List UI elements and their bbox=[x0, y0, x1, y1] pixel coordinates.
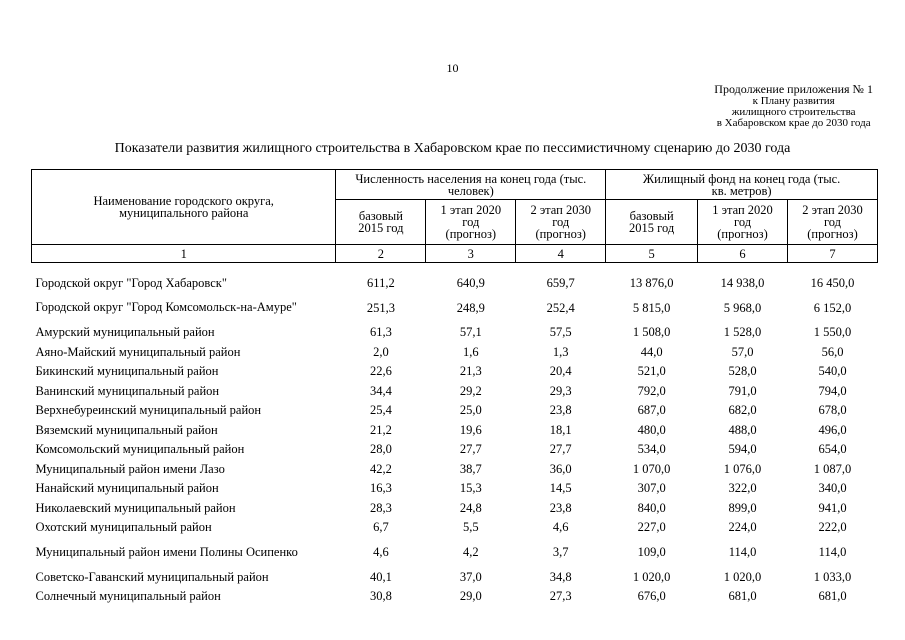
row-value-col-5: 44,0 bbox=[640, 344, 663, 359]
row-value-col-6: 14 938,0 bbox=[720, 275, 765, 290]
sub-header-5: базовый 2015 год bbox=[606, 200, 698, 245]
row-value-col-2: 611,2 bbox=[367, 275, 395, 290]
row-value-col-6: 681,0 bbox=[728, 589, 757, 604]
sub-header-6: 1 этап 2020 год (прогноз) bbox=[698, 200, 788, 245]
row-value-col-4: 34,8 bbox=[549, 569, 572, 584]
row-value-col-3: 57,1 bbox=[459, 325, 482, 340]
table-row bbox=[32, 567, 878, 587]
row-name: Городской округ "Город Хабаровск" bbox=[35, 275, 227, 290]
row-value-col-4: 20,4 bbox=[549, 364, 572, 379]
row-value-col-2: 16,3 bbox=[369, 481, 392, 496]
table-row bbox=[32, 498, 878, 518]
table-row bbox=[32, 518, 878, 538]
row-value-col-4: 4,6 bbox=[552, 520, 569, 535]
header-population-label: Численность населения на конец года (тыс. человек) bbox=[355, 171, 587, 198]
row-value-col-6: 528,0 bbox=[728, 364, 757, 379]
sub-header-3: 1 этап 2020 год (прогноз) bbox=[426, 200, 516, 245]
row-name: Советско-Гаванский муниципальный район bbox=[35, 569, 269, 584]
row-value-col-3: 19,6 bbox=[459, 422, 482, 437]
row-value-col-2: 42,2 bbox=[369, 461, 392, 476]
page-number: 10 bbox=[446, 61, 459, 75]
row-value-col-7: 941,0 bbox=[818, 500, 847, 515]
appendix-line-2: к Плану развития bbox=[752, 95, 835, 107]
row-value-col-4: 3,7 bbox=[552, 545, 569, 559]
row-value-col-5: 534,0 bbox=[637, 442, 666, 457]
sub-header-4: 2 этап 2030 год (прогноз) bbox=[516, 200, 606, 245]
table-row bbox=[32, 440, 878, 460]
row-value-col-5: 687,0 bbox=[637, 403, 666, 418]
appendix-line-1: Продолжение приложения № 1 bbox=[714, 82, 873, 96]
row-name: Городской округ "Город Комсомольск-на-Амуре" bbox=[35, 300, 297, 314]
row-name: Бикинский муниципальный район bbox=[35, 364, 219, 379]
row-value-col-5: 227,0 bbox=[637, 520, 666, 535]
table-row bbox=[32, 401, 878, 421]
row-value-col-3: 5,5 bbox=[462, 520, 479, 535]
indicators-table bbox=[31, 169, 878, 606]
row-value-col-7: 16 450,0 bbox=[810, 275, 855, 290]
row-value-col-7: 654,0 bbox=[818, 442, 847, 457]
column-number-1: 1 bbox=[32, 245, 336, 263]
row-value-col-6: 1 020,0 bbox=[723, 569, 762, 584]
row-value-col-5: 1 020,0 bbox=[632, 569, 671, 584]
column-number-6: 6 bbox=[698, 245, 788, 263]
header-name-column bbox=[32, 170, 336, 245]
table-row bbox=[32, 323, 878, 343]
row-value-col-3: 37,0 bbox=[459, 569, 482, 584]
row-name: Солнечный муниципальный район bbox=[35, 589, 221, 604]
row-name: Муниципальный район имени Лазо bbox=[35, 461, 225, 476]
row-value-col-3: 27,7 bbox=[459, 442, 482, 457]
row-value-col-3: 21,3 bbox=[459, 364, 482, 379]
row-value-col-5: 792,0 bbox=[637, 383, 666, 398]
row-value-col-4: 29,3 bbox=[549, 383, 572, 398]
row-name: Охотский муниципальный район bbox=[35, 520, 212, 535]
row-name: Верхнебуреинский муниципальный район bbox=[35, 403, 262, 418]
row-value-col-4: 14,5 bbox=[549, 481, 572, 496]
column-number-5: 5 bbox=[606, 245, 698, 263]
row-name: Николаевский муниципальный район bbox=[35, 500, 236, 515]
row-value-col-6: 224,0 bbox=[728, 520, 757, 535]
row-value-col-4: 23,8 bbox=[549, 500, 572, 515]
row-value-col-4: 659,7 bbox=[546, 275, 575, 290]
row-value-col-5: 307,0 bbox=[637, 481, 666, 496]
header-housing-label: Жилищный фонд на конец года (тыс. кв. метров) bbox=[642, 171, 841, 198]
row-value-col-6: 594,0 bbox=[728, 442, 757, 457]
table-row bbox=[32, 293, 878, 323]
row-value-col-7: 1 550,0 bbox=[813, 325, 852, 340]
row-value-col-5: 676,0 bbox=[637, 589, 666, 604]
row-value-col-5: 1 070,0 bbox=[632, 461, 671, 476]
table-row bbox=[32, 459, 878, 479]
row-value-col-4: 1,3 bbox=[552, 344, 569, 359]
row-value-col-3: 29,0 bbox=[459, 589, 482, 604]
row-value-col-3: 640,9 bbox=[456, 275, 485, 290]
header-name-label: Наименование городского округа, муниципального района bbox=[93, 194, 274, 220]
row-value-col-5: 480,0 bbox=[637, 422, 666, 437]
row-value-col-7: 794,0 bbox=[818, 383, 847, 398]
row-value-col-7: 1 033,0 bbox=[813, 569, 852, 584]
row-value-col-7: 540,0 bbox=[818, 364, 847, 379]
row-value-col-2: 6,7 bbox=[373, 520, 389, 535]
row-value-col-6: 5 968,0 bbox=[723, 300, 762, 315]
row-value-col-2: 21,2 bbox=[369, 422, 392, 437]
table-row bbox=[32, 362, 878, 382]
appendix-line-3: жилищного строительства bbox=[731, 106, 856, 118]
header-housing-group bbox=[606, 170, 878, 200]
row-value-col-4: 18,1 bbox=[549, 422, 572, 437]
row-name: Комсомольский муниципальный район bbox=[35, 442, 245, 457]
row-value-col-2: 251,3 bbox=[366, 300, 395, 315]
row-value-col-3: 38,7 bbox=[459, 461, 482, 476]
column-number-3: 3 bbox=[426, 245, 516, 263]
row-name: Амурский муниципальный район bbox=[35, 325, 215, 340]
row-value-col-2: 28,3 bbox=[369, 500, 392, 515]
row-value-col-3: 4,2 bbox=[462, 545, 479, 559]
row-value-col-7: 114,0 bbox=[818, 545, 847, 559]
row-value-col-7: 340,0 bbox=[818, 481, 847, 496]
row-value-col-2: 4,6 bbox=[373, 545, 389, 559]
row-value-col-3: 24,8 bbox=[459, 500, 482, 515]
table-row bbox=[32, 420, 878, 440]
row-value-col-2: 25,4 bbox=[369, 403, 392, 418]
row-value-col-7: 1 087,0 bbox=[813, 461, 852, 476]
row-value-col-2: 40,1 bbox=[369, 569, 392, 584]
column-number-7: 7 bbox=[788, 245, 878, 263]
table-row bbox=[32, 342, 878, 362]
row-value-col-5: 13 876,0 bbox=[629, 275, 674, 290]
table-row bbox=[32, 273, 878, 293]
row-value-col-5: 5 815,0 bbox=[632, 300, 671, 315]
row-value-col-2: 28,0 bbox=[369, 442, 392, 457]
row-value-col-6: 322,0 bbox=[728, 481, 757, 496]
row-value-col-6: 899,0 bbox=[728, 500, 757, 515]
row-value-col-5: 1 508,0 bbox=[632, 325, 671, 340]
appendix-line-4: в Хабаровском крае до 2030 года bbox=[716, 117, 871, 129]
row-value-col-7: 6 152,0 bbox=[813, 300, 852, 315]
row-value-col-2: 2,0 bbox=[373, 344, 389, 359]
column-number-4: 4 bbox=[516, 245, 606, 263]
row-value-col-6: 682,0 bbox=[728, 403, 757, 418]
row-value-col-6: 1 076,0 bbox=[723, 461, 762, 476]
row-value-col-2: 30,8 bbox=[369, 589, 392, 604]
row-value-col-6: 791,0 bbox=[728, 383, 757, 398]
document-title: Показатели развития жилищного строительства в Хабаровском крае по пессимистичному сценарию до 2030 года bbox=[114, 141, 791, 156]
row-value-col-3: 248,9 bbox=[456, 300, 485, 315]
row-name: Муниципальный район имени Полины Осипенко bbox=[35, 544, 298, 559]
header-population-group bbox=[336, 170, 606, 200]
table-row bbox=[32, 479, 878, 499]
row-name: Вяземский муниципальный район bbox=[35, 422, 218, 437]
row-name: Нанайский муниципальный район bbox=[35, 481, 219, 496]
row-value-col-6: 488,0 bbox=[728, 422, 757, 437]
row-value-col-4: 27,3 bbox=[549, 589, 572, 604]
sub-header-7: 2 этап 2030 год (прогноз) bbox=[788, 200, 878, 245]
row-value-col-7: 56,0 bbox=[821, 344, 844, 359]
row-value-col-4: 23,8 bbox=[549, 403, 572, 418]
table-row bbox=[32, 381, 878, 401]
row-value-col-5: 109,0 bbox=[637, 545, 666, 559]
row-value-col-4: 57,5 bbox=[549, 325, 572, 340]
row-value-col-2: 22,6 bbox=[369, 364, 392, 379]
row-value-col-3: 29,2 bbox=[459, 383, 482, 398]
row-name: Аяно-Майский муниципальный район bbox=[35, 344, 241, 359]
table-row bbox=[32, 587, 878, 607]
table-row bbox=[32, 537, 878, 567]
sub-header-2: базовый 2015 год bbox=[336, 200, 426, 245]
row-name: Ванинский муниципальный район bbox=[35, 383, 220, 398]
row-value-col-7: 496,0 bbox=[818, 422, 847, 437]
row-value-col-4: 27,7 bbox=[549, 442, 572, 457]
row-value-col-2: 34,4 bbox=[369, 383, 392, 398]
row-value-col-7: 678,0 bbox=[818, 403, 847, 418]
row-value-col-6: 114,0 bbox=[728, 545, 757, 559]
row-value-col-7: 681,0 bbox=[818, 589, 847, 604]
row-value-col-2: 61,3 bbox=[369, 325, 392, 340]
row-value-col-6: 57,0 bbox=[731, 344, 754, 359]
row-value-col-4: 36,0 bbox=[549, 461, 572, 476]
row-value-col-7: 222,0 bbox=[818, 520, 847, 535]
row-value-col-3: 1,6 bbox=[462, 344, 479, 359]
row-value-col-4: 252,4 bbox=[546, 300, 575, 315]
row-value-col-3: 15,3 bbox=[459, 481, 482, 496]
row-value-col-5: 521,0 bbox=[637, 364, 666, 379]
row-value-col-3: 25,0 bbox=[459, 403, 482, 418]
row-value-col-5: 840,0 bbox=[637, 500, 666, 515]
appendix-note bbox=[714, 84, 873, 129]
column-number-2: 2 bbox=[336, 245, 426, 263]
row-value-col-6: 1 528,0 bbox=[723, 325, 762, 340]
